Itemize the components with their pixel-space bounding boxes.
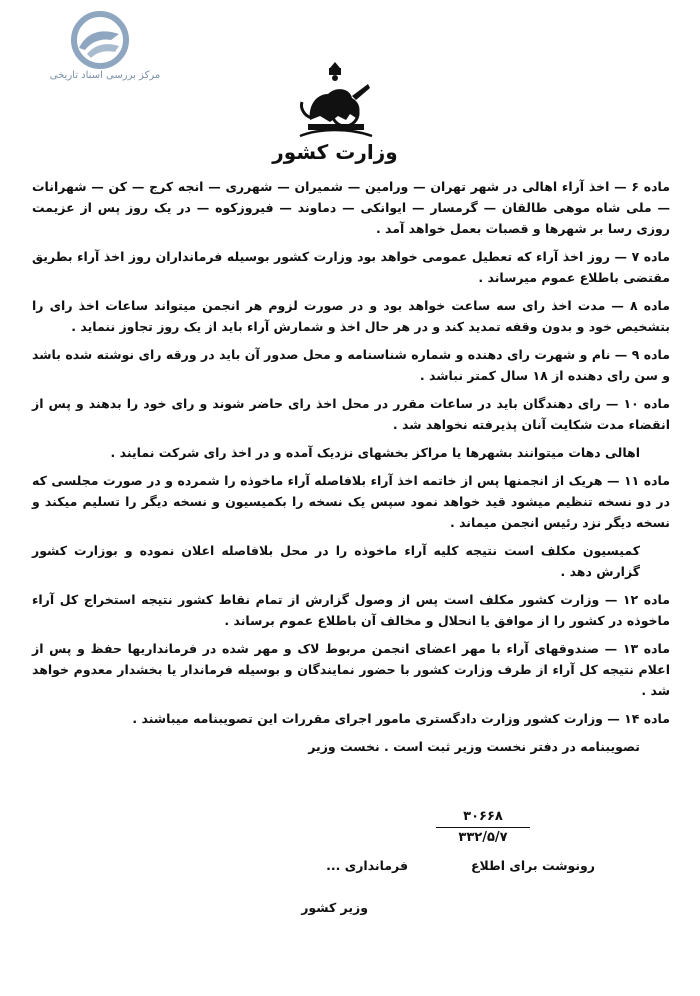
archive-watermark — [30, 10, 180, 90]
governorate-line: فرمانداری ... — [326, 858, 408, 873]
article-paragraph: ماده ۱۲ — وزارت کشور مکلف است پس از وصول گزارش از تمام نقاط کشور نتیجه استخراج کل آراء ماخوذه در کشور را از موافق یا انحلال و مخالف آن باطلاع عموم برساند . — [32, 592, 670, 628]
article-paragraph: ماده ۱۱ — هریک از انجمنها پس از خاتمه اخذ آراء بلافاصله آراء ماخوذه را شمرده و در صورت مجلسی که در دو نسخه تنظیم میشود قید خواهد نمود سپس یک نسخه را بکمیسیون و نسخه دیگر را تسلیم میکند و نسخه دیگر نزد رئیس انجمن میماند . — [32, 473, 670, 530]
lion-and-sun-emblem-icon — [290, 58, 380, 140]
decree-body — [32, 176, 670, 764]
article-paragraph: ماده ۶ — اخذ آراء اهالی در شهر تهران — ورامین — شمیران — شهرری — انجه کرج — کن — شهرانات — ملی شاه موهی طالقان — گرمسار — ایوانکی — دماوند — فیروزکوه — در یک روز پس از عزیمت روزی رسا بر شهرها و قصبات بعمل خواهد آمد . — [32, 179, 670, 236]
minister-signature: وزیر کشور — [301, 900, 368, 915]
reference-number: ۳۰۶۶۸ — [463, 809, 503, 824]
watermark-text: مرکز بررسی اسناد تاریخی — [49, 70, 161, 81]
reference-stamp — [428, 808, 538, 847]
reference-date: ۳۳۲/۵/۷ — [458, 830, 508, 845]
article-paragraph: ماده ۱۳ — صندوقهای آراء با مهر اعضای انجمن مربوط لاک و مهر شده در فرمانداریها حفظ و پس از اعلام نتیجه کل آراء از طرف وزارت کشور با حضور نمایندگان و بوسیله فرماندار یا بخشدار معدوم خواهد شد . — [32, 641, 670, 698]
article-paragraph: تصویبنامه در دفتر نخست وزیر ثبت است . نخست وزیر — [308, 739, 640, 754]
reference-divider — [436, 827, 530, 828]
article-paragraph: ماده ۸ — مدت اخذ رای سه ساعت خواهد بود و در صورت لزوم هر انجمن میتواند ساعات اخذ رای را بتشخیص خود و بدون وقفه تمدید کند و در هر حال اخذ و شمارش آراء باید از یک روز تجاوز ننماید . — [32, 298, 670, 334]
article-paragraph: ماده ۱۴ — وزارت کشور وزارت دادگستری مامور اجرای مقررات این تصویبنامه میباشند . — [132, 711, 670, 726]
article-paragraph: ماده ۹ — نام و شهرت رای دهنده و شماره شناسنامه و محل صدور آن باید در ورقه رای نوشته شده باشد و سن رای دهنده از ۱۸ سال کمتر نباشد . — [32, 347, 670, 383]
article-paragraph: ماده ۱۰ — رای دهندگان باید در ساعات مقرر در محل اخذ رای حاضر شوند و رای خود را بدهند و پس از انقضاء مدت شکایت آنان پذیرفته نخواهد شد . — [32, 396, 670, 432]
article-paragraph: ماده ۷ — روز اخذ آراء که تعطیل عمومی خواهد بود وزارت کشور بوسیله فرمانداران روز اخذ آراء بطریق مقتضی باطلاع عموم میرساند . — [32, 249, 670, 285]
ministry-title: وزارت کشور — [272, 140, 398, 164]
archive-logo-icon — [65, 10, 135, 72]
article-paragraph: اهالی دهات میتوانند بشهرها یا مراکز بخشهای نزدیک آمده و در اخذ رای شرکت نمایند . — [110, 445, 640, 460]
article-paragraph: کمیسیون مکلف است نتیجه کلیه آراء ماخوذه را در محل بلافاصله اعلان نموده و بوزارت کشور گزارش دهد . — [32, 543, 640, 579]
copy-for-information-label: رونوشت برای اطلاع — [470, 858, 595, 873]
